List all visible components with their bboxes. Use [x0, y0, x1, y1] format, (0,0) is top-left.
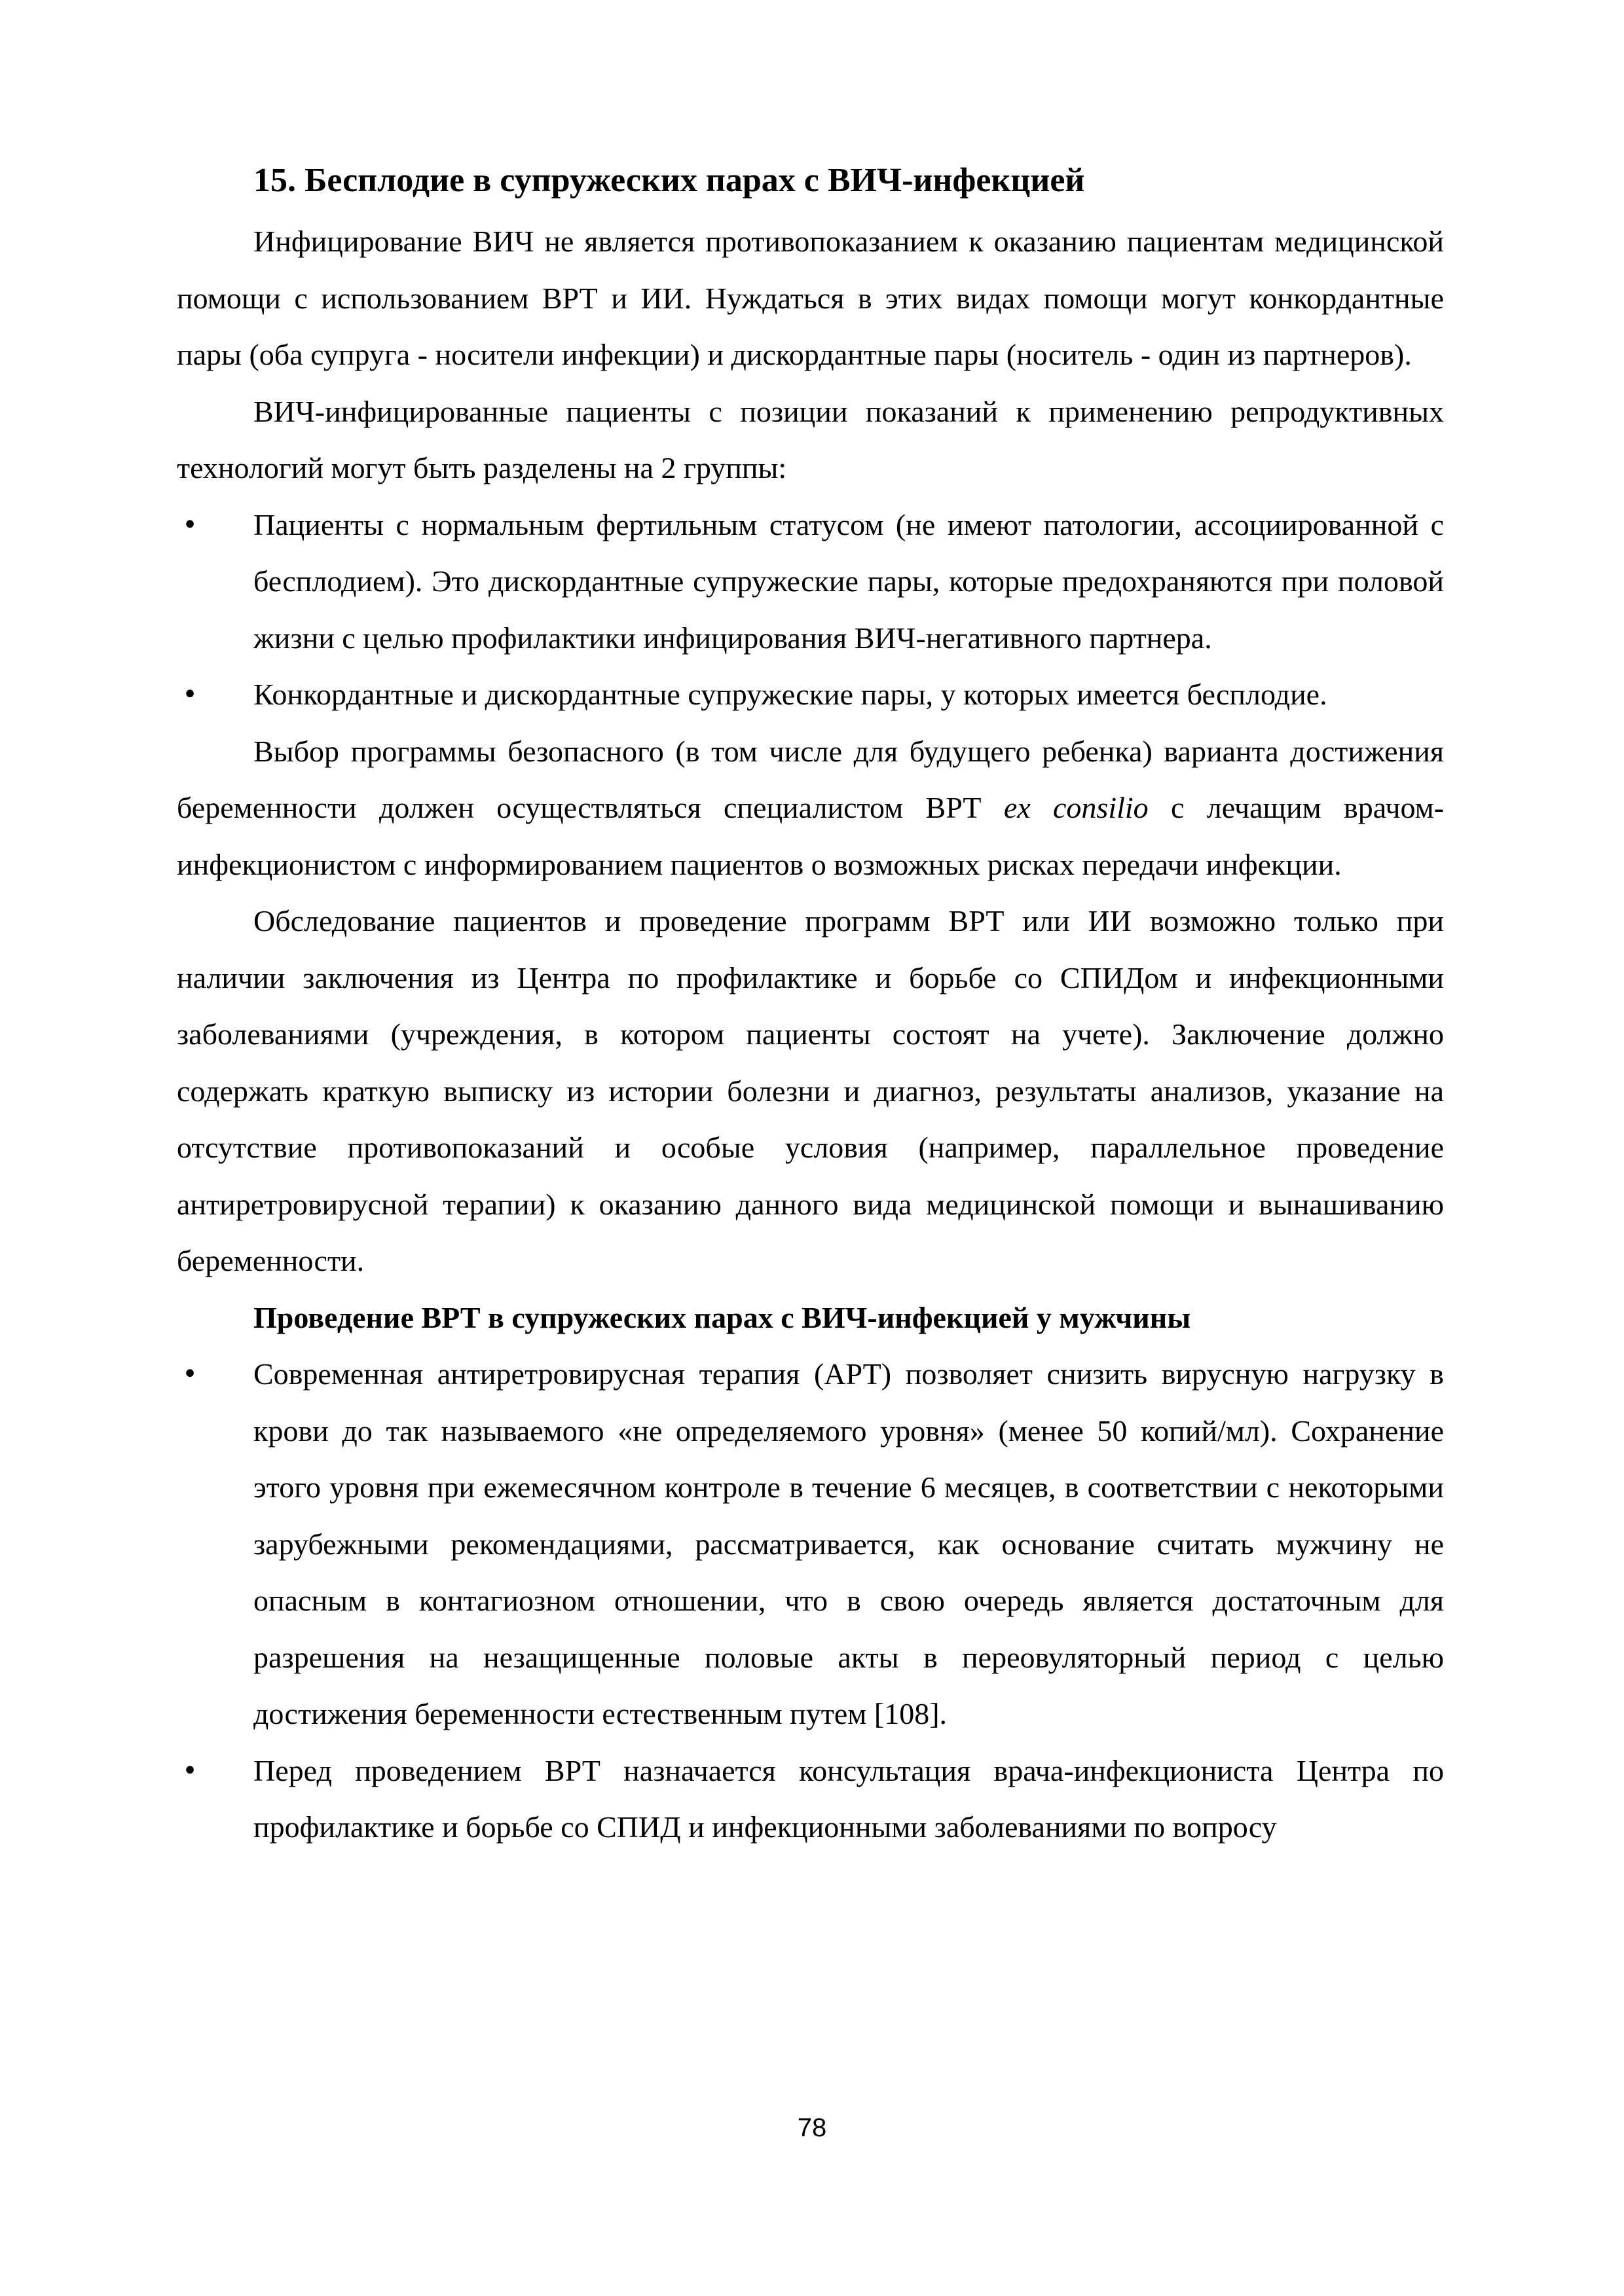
latin-term: ex consilio [1003, 791, 1149, 824]
bullet-icon: • [182, 680, 198, 710]
list-item-text: Пациенты с нормальным фертильным статусом (не имеют патологии, ассоциированной с бесплодием). Это дискордантные супружеские пары, которые предохраняются при половой жизни с целью профилактики инфицирования ВИЧ-негативного партнера. [253, 507, 1444, 655]
page-content [177, 148, 1444, 1856]
list-item [177, 1346, 1444, 1743]
paragraph-text: Выбор программы безопасного (в том числе для будущего ребенка) варианта достижения беременности должен осуществляться специалистом ВРТ [177, 734, 1444, 824]
paragraph-program-choice [177, 723, 1444, 894]
section-title: 15. Бесплодие в супружеских парах с ВИЧ-инфекцией [253, 162, 1085, 199]
bullet-icon: • [182, 509, 198, 540]
list-item-text: Современная антиретровирусная терапия (АРТ) позволяет снизить вирусную нагрузку в крови до так называемого «не определяемого уровня» (менее 50 копий/мл). Сохранение этого уровня при ежемесячном контроле в течение 6 месяцев, в соответствии с некоторыми зарубежными рекомендациями, рассматривается, как основание считать мужчину не опасным в контагиозном отношении, что в свою очередь является достаточным для разрешения на незащищенные половые акты в переовуляторный период с целью достижения беременности естественным путем [108]. [253, 1357, 1444, 1730]
male-list [177, 1346, 1444, 1856]
list-item [177, 497, 1444, 667]
list-item-text: Конкордантные и дискордантные супружеские пары, у которых имеется бесплодие. [253, 678, 1327, 711]
bullet-icon: • [182, 1359, 198, 1389]
bullet-icon: • [182, 1755, 198, 1786]
subheading: Проведение ВРТ в супружеских парах с ВИЧ-инфекцией у мужчины [253, 1300, 1191, 1334]
paragraph-text: с лечащим врачом-инфекционистом с информированием пациентов о возможных рисках передачи инфекции. [177, 791, 1445, 881]
paragraph-groups-intro: ВИЧ-инфицированные пациенты с позиции показаний к применению репродуктивных технологий могут быть разделены на 2 группы: [177, 394, 1444, 484]
paragraph-intro: Инфицирование ВИЧ не является противопоказанием к оказанию пациентам медицинской помощи с использованием ВРТ и ИИ. Нуждаться в этих видах помощи могут конкордантные пары (оба супруга - носители инфекции) и дискордантные пары (носитель - один из партнеров). [177, 225, 1444, 371]
list-item [177, 1743, 1444, 1856]
paragraph-examination: Обследование пациентов и проведение программ ВРТ или ИИ возможно только при наличии заключения из Центра по профилактике и борьбе со СПИДом и инфекционными заболеваниями (учреждения, в котором пациенты состоят на учете). Заключение должно содержать краткую выписку из истории болезни и диагноз, результаты анализов, указание на отсутствие противопоказаний и особые условия (например, параллельное проведение антиретровирусной терапии) к оказанию данного вида медицинской помощи и вынашиванию беременности. [177, 904, 1444, 1277]
groups-list [177, 497, 1444, 723]
page-number: 78 [797, 2113, 827, 2142]
list-item-text: Перед проведением ВРТ назначается консультация врача-инфекциониста Центра по профилактике и борьбе со СПИД и инфекционными заболеваниями по вопросу [253, 1753, 1444, 1844]
list-item [177, 666, 1444, 723]
